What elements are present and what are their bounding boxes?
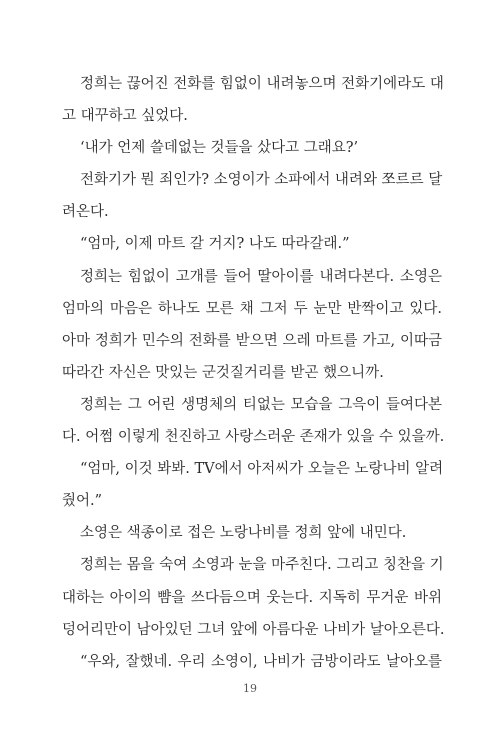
text-line: “엄마, 이제 마트 갈 거지? 나도 따라갈래.” — [80, 236, 350, 253]
text-line: 엄마의 마음은 하나도 모른 채 그저 두 눈만 반짝이고 있다. — [62, 300, 442, 317]
text-line: 덩어리만이 남아있던 그녀 앞에 아름다운 나비가 날아오른다. — [62, 621, 445, 638]
text-line: 정희는 끊어진 전화를 힘없이 내려놓으며 전화기에라도 대 — [80, 76, 444, 92]
body-text — [62, 68, 445, 678]
text-line: 정희는 그 어린 생명체의 티없는 모습을 그윽이 들여다본 — [80, 396, 442, 413]
text-line: “엄마, 이것 봐봐. TV에서 아저씨가 오늘은 노랑나비 알려 — [80, 461, 444, 478]
page-number: 19 — [243, 682, 257, 695]
text-line: 아마 정희가 민수의 전화를 받으면 으레 마트를 가고, 이따금 — [62, 332, 442, 349]
text-line: “우와, 잘했네. 우리 소영이, 나비가 금방이라도 날아오를 — [80, 653, 442, 670]
text-line: 려온다. — [62, 204, 109, 221]
text-line: 전화기가 뭔 죄인가? 소영이가 소파에서 내려와 쪼르르 달 — [80, 172, 443, 189]
text-line: 소영은 색종이로 접은 노랑나비를 정희 앞에 내민다. — [80, 525, 407, 542]
text-line: 따라간 자신은 맛있는 군것질거리를 받곤 했으니까. — [62, 364, 384, 381]
text-line: 고 대꾸하고 싶었다. — [62, 108, 188, 125]
text-line: 다. 어쩜 이렇게 천진하고 사랑스러운 존재가 있을 수 있을까. — [62, 429, 445, 446]
text-line: ‘내가 언제 쓸데없는 것들을 샀다고 그래요?’ — [80, 140, 359, 157]
text-line: 대하는 아이의 뺨을 쓰다듬으며 웃는다. 지독히 무거운 바위 — [62, 589, 442, 606]
text-line: 정희는 몸을 숙여 소영과 눈을 마주친다. 그리고 칭찬을 기 — [80, 557, 444, 574]
text-line: 정희는 힘없이 고개를 들어 딸아이를 내려다본다. 소영은 — [80, 268, 442, 285]
text-line: 줬어.” — [62, 493, 103, 510]
